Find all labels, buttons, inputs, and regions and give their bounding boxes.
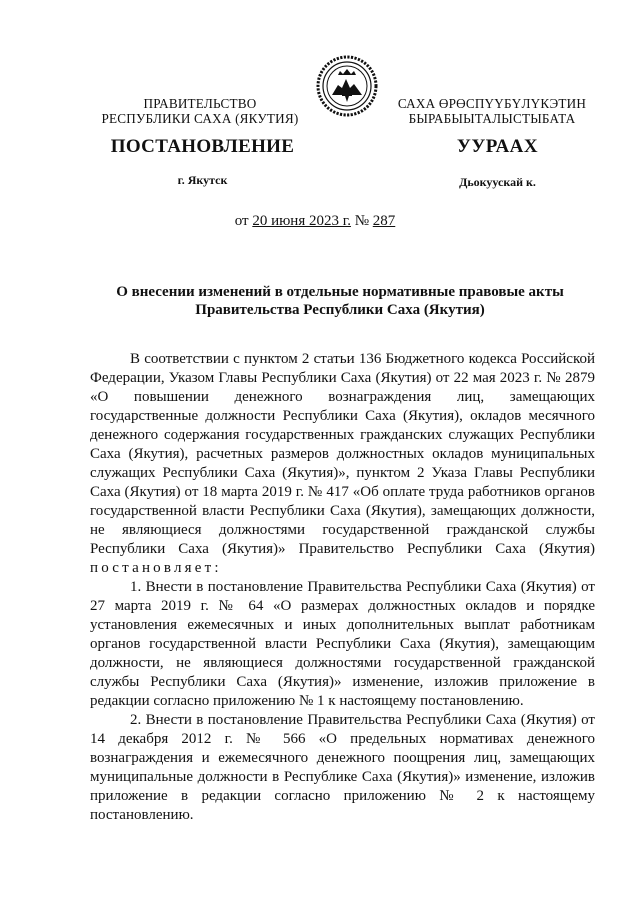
- document-type-sah: УУРААХ: [456, 136, 539, 157]
- subject-line2: Правительства Республики Саха (Якутия): [195, 302, 485, 318]
- item-2-paragraph: 2. Внести в постановление Правительства Республики Саха (Якутия) от 14 декабря 2012 г. № 566 «О предельных нормативах денежного вознаграждения и ежемесячного денежного поощрения лиц, замещающих муниципальные должности в Республике Саха (Якутия)» изменение, изложив приложение в редакции согласно приложению № 2 к настоящему постановлению.: [90, 712, 595, 823]
- coat-of-arms-icon: [316, 55, 378, 117]
- document-body: [90, 350, 595, 825]
- decree-word: постановляет:: [90, 560, 222, 576]
- government-name-sah: [392, 96, 592, 126]
- preamble-text: В соответствии с пунктом 2 статьи 136 Бюджетного кодекса Российской Федерации, Указом Главы Республики Саха (Якутия) от 22 мая 2023 г. № 2879 «О повышении денежного вознаграждения лиц, замещающих государственные должности Республики Саха (Якутия), окладов месячного денежного содержания государственных гражданских служащих Республики Саха (Якутия), расчетных размеров должностных окладов муниципальных служащих Республики Саха (Якутия)», пунктом 2 Указа Главы Республики Саха (Якутия) от 18 марта 2019 г. № 417 «Об оплате труда работников органов государственной власти Республики Саха (Якутия), замещающих должности, не являющиеся должностями государственной гражданской службы Республики Саха (Якутия)» Правительство Республики Саха (Якутия): [90, 351, 595, 557]
- header-left-line1: ПРАВИТЕЛЬСТВО: [143, 96, 257, 111]
- preamble-paragraph: [90, 350, 595, 578]
- number-label: №: [350, 213, 373, 229]
- city-ru: г. Якутск: [177, 173, 228, 187]
- header-left-line2: РЕСПУБЛИКИ САХА (ЯКУТИЯ): [101, 111, 299, 126]
- document-date-line: [200, 213, 430, 230]
- document-number: 287: [372, 213, 396, 229]
- document-subject: [90, 283, 590, 319]
- header-right-line2: БЫРАБЫЫТАЛЫСТЫБАТА: [408, 111, 576, 126]
- document-type-ru: ПОСТАНОВЛЕНИЕ: [110, 136, 295, 157]
- header-right-line1: САХА ӨРӨСПҮҮБҮЛҮКЭТИН: [397, 96, 587, 111]
- item-1-paragraph: 1. Внести в постановление Правительства Республики Саха (Якутия) от 27 марта 2019 г. № 64 «О размерах должностных окладов и порядке установления ежемесячных и иных дополнительных выплат работникам органов государственной власти Республики Саха (Якутия), замещающим должности, не являющиеся должностями государственной гражданской службы Республики Саха (Якутия)» изменение, изложив приложение в редакции согласно приложению № 1 к настоящему постановлению.: [90, 579, 595, 709]
- document-date: 20 июня 2023 г.: [252, 213, 351, 229]
- city-sah: Дьокуускай к.: [459, 175, 536, 189]
- government-name-ru: [100, 96, 300, 126]
- date-prefix: от: [234, 213, 253, 229]
- subject-line1: О внесении изменений в отдельные нормативные правовые акты: [116, 284, 564, 300]
